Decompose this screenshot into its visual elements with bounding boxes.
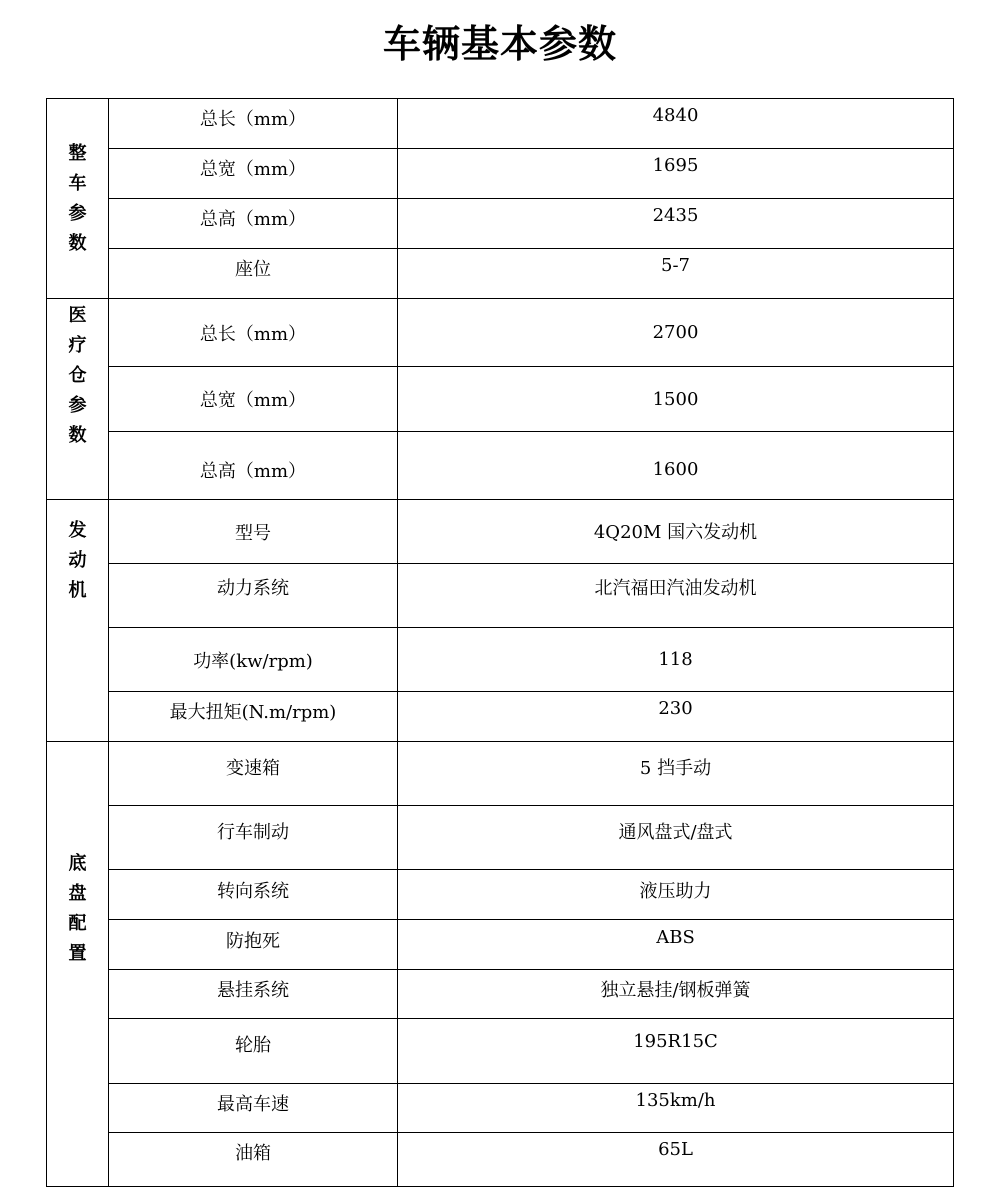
table-row xyxy=(47,1019,954,1084)
param-value: 65L xyxy=(398,1133,954,1187)
param-label: 轮胎 xyxy=(109,1019,398,1084)
table-row xyxy=(47,367,954,432)
table-row xyxy=(47,299,954,367)
param-value: ABS xyxy=(398,920,954,970)
param-value: 4Q20M 国六发动机 xyxy=(398,500,954,564)
spec-table xyxy=(46,98,954,1187)
table-row xyxy=(47,432,954,500)
table-row xyxy=(47,628,954,692)
group-cell-vehicle xyxy=(47,99,109,299)
param-label: 油箱 xyxy=(109,1133,398,1187)
param-value: 液压助力 xyxy=(398,870,954,920)
table-row xyxy=(47,249,954,299)
table-row xyxy=(47,99,954,149)
param-label: 型号 xyxy=(109,500,398,564)
param-label: 悬挂系统 xyxy=(109,970,398,1019)
group-cell-medical xyxy=(47,299,109,500)
param-value: 195R15C xyxy=(398,1019,954,1084)
table-row xyxy=(47,199,954,249)
param-value: 北汽福田汽油发动机 xyxy=(398,564,954,628)
param-label: 最大扭矩(N.m/rpm) xyxy=(109,692,398,742)
param-label: 动力系统 xyxy=(109,564,398,628)
group-label: 底盘配置 xyxy=(68,853,87,964)
param-value: 5-7 xyxy=(398,249,954,299)
param-value: 1500 xyxy=(398,367,954,432)
table-row xyxy=(47,806,954,870)
table-row xyxy=(47,1133,954,1187)
param-label: 座位 xyxy=(109,249,398,299)
page-title: 车辆基本参数 xyxy=(382,22,617,66)
param-value: 5 挡手动 xyxy=(398,742,954,806)
group-cell-engine xyxy=(47,500,109,742)
group-cell-chassis xyxy=(47,742,109,1187)
table-row xyxy=(47,742,954,806)
param-value: 2700 xyxy=(398,299,954,367)
table-row xyxy=(47,500,954,564)
param-label: 总长（mm） xyxy=(109,299,398,367)
param-label: 行车制动 xyxy=(109,806,398,870)
table-row xyxy=(47,564,954,628)
table-row xyxy=(47,920,954,970)
group-label: 医疗仓参数 xyxy=(68,305,87,446)
param-label: 功率(kw/rpm) xyxy=(109,628,398,692)
param-value: 135km/h xyxy=(398,1084,954,1133)
param-value: 独立悬挂/钢板弹簧 xyxy=(398,970,954,1019)
param-value: 通风盘式/盘式 xyxy=(398,806,954,870)
param-label: 防抱死 xyxy=(109,920,398,970)
param-label: 转向系统 xyxy=(109,870,398,920)
param-label: 最高车速 xyxy=(109,1084,398,1133)
param-label: 总宽（mm） xyxy=(109,367,398,432)
param-value: 118 xyxy=(398,628,954,692)
table-row xyxy=(47,149,954,199)
param-label: 总长（mm） xyxy=(109,99,398,149)
param-label: 总高（mm） xyxy=(109,432,398,500)
param-value: 2435 xyxy=(398,199,954,249)
table-row xyxy=(47,970,954,1019)
param-label: 变速箱 xyxy=(109,742,398,806)
group-label: 整车参数 xyxy=(68,142,87,254)
param-label: 总高（mm） xyxy=(109,199,398,249)
table-row xyxy=(47,692,954,742)
table-row xyxy=(47,1084,954,1133)
param-value: 230 xyxy=(398,692,954,742)
param-value: 1600 xyxy=(398,432,954,500)
group-label: 发动机 xyxy=(68,520,87,601)
param-value: 1695 xyxy=(398,149,954,199)
param-value: 4840 xyxy=(398,99,954,149)
table-row xyxy=(47,870,954,920)
param-label: 总宽（mm） xyxy=(109,149,398,199)
